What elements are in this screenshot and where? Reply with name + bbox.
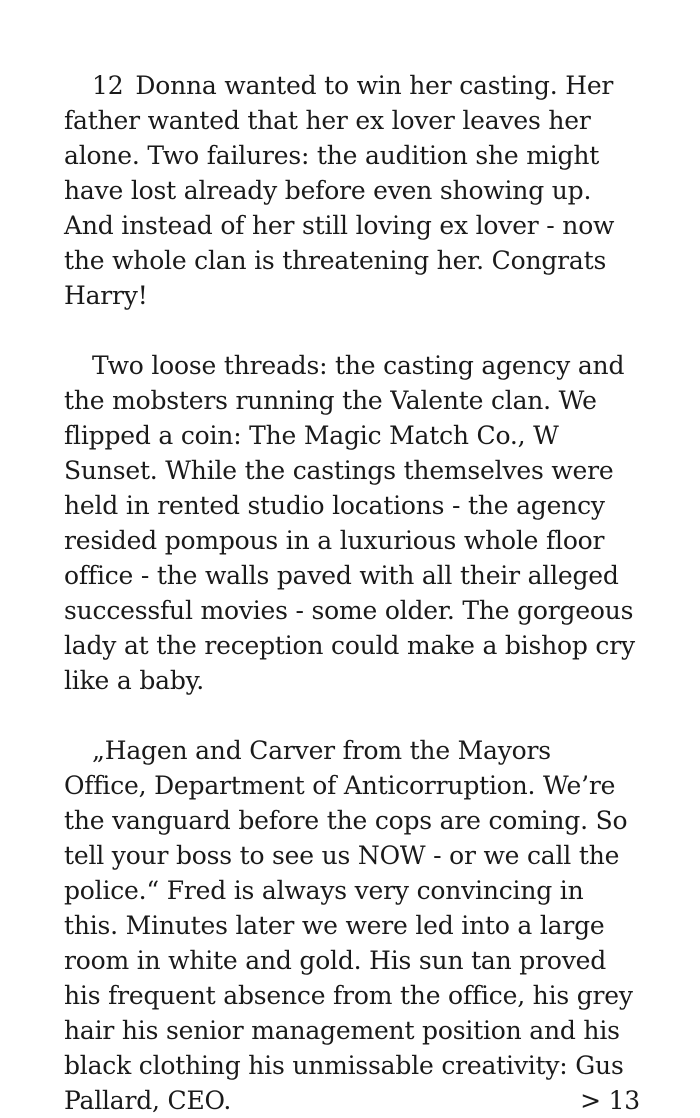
next-page-link[interactable]: > 13 <box>580 1086 640 1115</box>
page-number: 12 <box>92 71 124 100</box>
page-content <box>64 68 640 1118</box>
paragraph-2 <box>64 348 640 698</box>
paragraph-1 <box>64 68 640 313</box>
paragraph-1-text: Donna wanted to win her casting. Her father wanted that her ex lover leaves her alone. Two failures: the audition she might have lost already before even showing up. And instead of her still loving ex lover - now the whole clan is threatening her. Congrats Harry! <box>64 71 615 310</box>
paragraph-3 <box>64 733 640 1118</box>
paragraph-3-text: „Hagen and Carver from the Mayors Office, Department of Anticorruption. We’re the vanguard before the cops are coming. So tell your boss to see us NOW - or we call the police.“ Fred is always very convincing in this. Minutes later we were led into a large room in white and gold. His sun tan proved his frequent absence from the office, his grey hair his senior management position and his black clothing his unmissable creativity: Gus Pallard, CEO. <box>64 736 633 1115</box>
paragraph-2-text: Two loose threads: the casting agency and the mobsters running the Valente clan. We flipped a coin: The Magic Match Co., W Sunset. While the castings themselves were held in rented studio locations - the agency resided pompous in a luxurious whole floor office - the walls paved with all their alleged successful movies - some older. The gorgeous lady at the reception could make a bishop cry like a baby. <box>64 351 635 695</box>
